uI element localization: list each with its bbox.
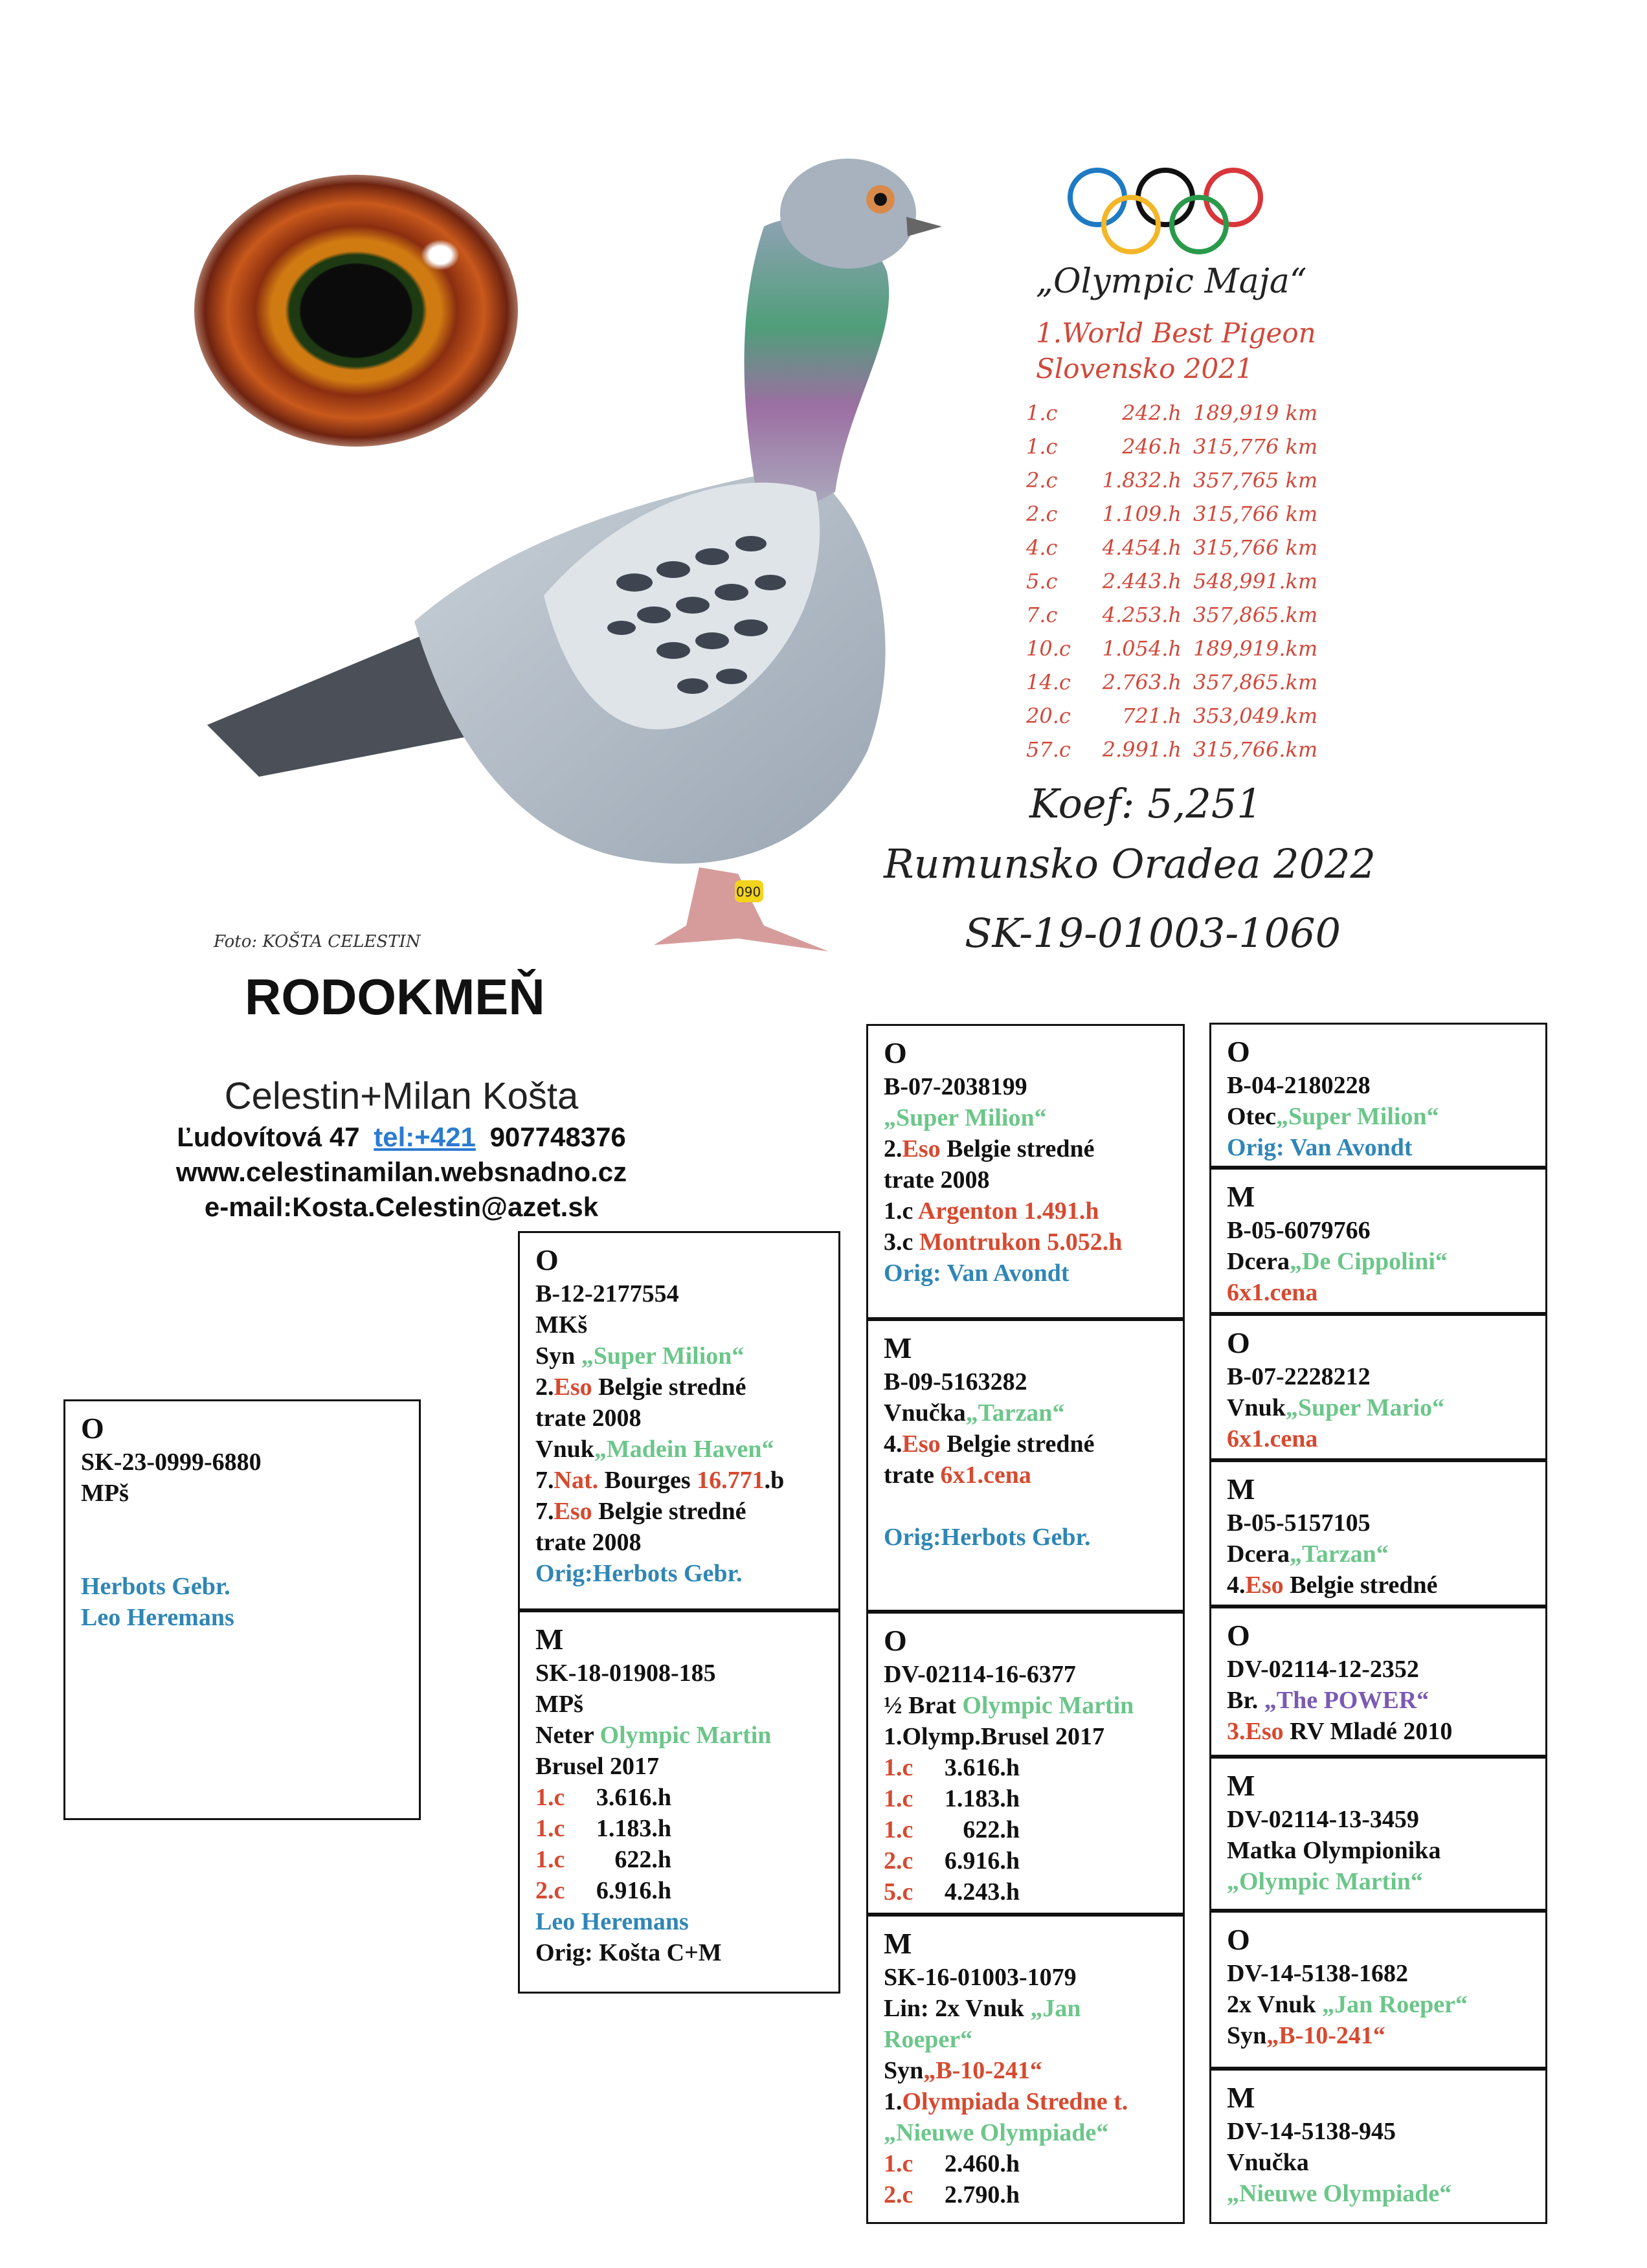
ring-number: B-07-2228212 — [1227, 1363, 1371, 1390]
result-line — [884, 1783, 1167, 1814]
info-line — [1227, 1716, 1530, 1747]
breeder-address-line — [155, 1122, 647, 1153]
sex-label: O — [1227, 1326, 1250, 1359]
highlight: Argenton 1.491.h — [917, 1197, 1099, 1225]
info-line — [535, 1465, 823, 1496]
ring-number: DV-14-5138-1682 — [1227, 1960, 1409, 1987]
result-distance: 315,766.km — [1193, 737, 1318, 762]
result-birds: 3.616.h — [596, 1784, 671, 1811]
sex-label: O — [535, 1243, 559, 1276]
pedigree-box-mmm — [1209, 2069, 1547, 2224]
info-line — [1227, 1570, 1530, 1601]
result-birds: 6.916.h — [596, 1877, 671, 1904]
result-distance: 548,991.km — [1193, 569, 1318, 594]
text: Belgie stredné — [592, 1373, 746, 1401]
pigeon-feet — [654, 867, 829, 951]
pedigree-box-fff — [1209, 1023, 1547, 1168]
result-line — [535, 1813, 823, 1844]
result-birds: 4.253.h — [1102, 603, 1182, 627]
results-list — [884, 1752, 1167, 1907]
info-line: trate 2008 — [884, 1166, 990, 1194]
note: MKš — [535, 1311, 588, 1339]
text: Syn — [884, 2057, 924, 2084]
sex-label: O — [884, 1036, 907, 1069]
ring-number: DV-02114-13-3459 — [1227, 1806, 1419, 1833]
ring-number: B-09-5163282 — [884, 1368, 1027, 1395]
result-line — [884, 1752, 1167, 1783]
ring-number: DV-02114-12-2352 — [1227, 1656, 1419, 1683]
breeder-address: Ľudovítová 47 — [177, 1122, 360, 1152]
result-birds: 242.h — [1122, 401, 1182, 425]
info-line — [1227, 1392, 1530, 1423]
pigeon-name-ref: „Madein Haven“ — [594, 1436, 774, 1463]
pigeon-name-ref: Olympic Martin — [962, 1692, 1134, 1719]
text: Vnuk — [535, 1436, 594, 1463]
text: 1. — [884, 2088, 902, 2115]
result-birds: 1.109.h — [1102, 502, 1182, 526]
breeder-web[interactable]: www.celestinamilan.websnadno.cz — [175, 1157, 627, 1187]
ring-number: B-04-2180228 — [1227, 1072, 1371, 1099]
result-line — [884, 1814, 1167, 1845]
breeder-info — [155, 1074, 647, 1223]
olympic-rings-icon — [1062, 165, 1269, 256]
text: Otec — [1227, 1103, 1276, 1130]
result-birds: 721.h — [1122, 704, 1182, 728]
pigeon-ring-number: SK-19-01003-1060 — [965, 909, 1341, 957]
sex-label: M — [1227, 1473, 1255, 1506]
page-title: RODOKMEŇ — [245, 968, 545, 1025]
result-place: 10.c — [1026, 636, 1071, 661]
origin-line: Leo Heremans — [81, 1604, 234, 1631]
info-line — [1227, 1101, 1530, 1132]
pigeon-name-ref: „De Cippolini“ — [1290, 1248, 1448, 1275]
ring-number: SK-23-0999-6880 — [81, 1449, 262, 1476]
info-line — [535, 1434, 823, 1465]
origin-line: Orig: Van Avondt — [884, 1260, 1070, 1287]
result-birds: 1.832.h — [1102, 468, 1182, 493]
result-row — [1026, 699, 1324, 733]
result-place: 1.c — [535, 1846, 565, 1873]
info-line: 1.Olymp.Brusel 2017 — [884, 1723, 1104, 1750]
result-row — [1026, 665, 1324, 699]
event-title: Rumunsko Oradea 2022 — [884, 840, 1376, 887]
result-place: 7.c — [1026, 603, 1058, 627]
pedigree-box-mff — [1209, 1606, 1547, 1757]
pigeon-beak — [906, 217, 942, 236]
pigeon-name-ref: „Olympic Martin“ — [1227, 1868, 1423, 1895]
text: Br. — [1227, 1687, 1264, 1714]
result-place: 1.c — [1026, 401, 1058, 425]
ring-number: B-05-5157105 — [1227, 1509, 1371, 1537]
sex-label: M — [1227, 1769, 1255, 1802]
pedigree-box-mf — [866, 1612, 1185, 1915]
result-birds: 1.054.h — [1102, 636, 1182, 661]
result-birds: 6.916.h — [944, 1847, 1020, 1874]
sex-label: O — [884, 1624, 907, 1657]
result-birds: 1.183.h — [944, 1785, 1020, 1812]
text: trate — [884, 1462, 941, 1489]
highlight: Eso — [902, 1135, 941, 1162]
result-birds: 622.h — [963, 1816, 1020, 1843]
info-line — [535, 1496, 823, 1527]
info-line — [1227, 1246, 1530, 1277]
sex-label: O — [81, 1412, 104, 1445]
info-line — [884, 1195, 1167, 1227]
highlight: 6x1.cena — [940, 1462, 1031, 1489]
result-place: 2.c — [1026, 468, 1058, 493]
text: 3.c — [884, 1228, 919, 1256]
result-place: 2.c — [884, 2181, 913, 2208]
highlight: 16.771 — [697, 1467, 765, 1494]
pigeon-name-ref: „Super Milion“ — [884, 1104, 1047, 1131]
result-distance: 315,766 km — [1193, 535, 1318, 560]
pedigree-box-fmf — [1209, 1314, 1547, 1460]
result-line — [535, 1875, 823, 1906]
ring-number: B-12-2177554 — [535, 1280, 679, 1307]
info-line — [1227, 2020, 1530, 2051]
pigeon-name-ref: „Jan — [1030, 1995, 1081, 2022]
result-line — [884, 2148, 1167, 2179]
pigeon-name-ref: Olympic Martin — [599, 1722, 772, 1749]
info-line — [535, 1340, 823, 1372]
result-place: 5.c — [884, 1878, 913, 1906]
result-place: 1.c — [884, 1816, 913, 1843]
info-line — [1227, 1685, 1530, 1716]
result-birds: 2.790.h — [944, 2181, 1020, 2208]
text: Vnuk — [1227, 1394, 1286, 1421]
pigeon-title-line2: Slovensko 2021 — [1036, 353, 1253, 384]
text: Dcera — [1227, 1540, 1290, 1568]
info-line: Brusel 2017 — [535, 1753, 660, 1780]
info-line: 6x1.cena — [1227, 1425, 1318, 1452]
sex-label: M — [1227, 2081, 1255, 2114]
highlight: Nat. — [554, 1467, 599, 1494]
text: Belgie stredné — [1283, 1572, 1438, 1599]
text: 2x Vnuk — [1227, 1991, 1323, 2018]
info-line — [884, 1993, 1167, 2024]
info-line: Matka Olympionika — [1227, 1837, 1441, 1864]
pigeon-name-ref: „Jan Roeper“ — [1322, 1991, 1468, 2018]
text: 1.c — [884, 1197, 918, 1225]
origin-line: Orig: Van Avondt — [1227, 1134, 1413, 1161]
text: Belgie stredné — [940, 1430, 1095, 1458]
ring-tag-text: 090 — [736, 884, 761, 900]
pedigree-box-mother — [518, 1610, 840, 1994]
text: 7. — [535, 1498, 554, 1525]
origin-line: Orig:Herbots Gebr. — [535, 1560, 743, 1587]
pigeon-head — [780, 159, 916, 269]
result-place: 1.c — [535, 1815, 565, 1842]
result-distance: 315,766 km — [1193, 502, 1318, 526]
result-row — [1026, 430, 1324, 463]
origin-line: Orig:Herbots Gebr. — [884, 1524, 1091, 1551]
result-place: 14.c — [1026, 670, 1071, 695]
koeficient: Koef: 5,251 — [1029, 780, 1262, 827]
result-place: 20.c — [1026, 704, 1071, 728]
origin-line: Leo Heremans — [535, 1908, 689, 1935]
results-table — [1026, 396, 1324, 766]
pigeon-name-ref: „Tarzan“ — [1290, 1540, 1389, 1568]
info-line: „Nieuwe Olympiade“ — [884, 2119, 1109, 2146]
result-distance: 357,865.km — [1193, 603, 1318, 627]
text: Belgie stredné — [940, 1135, 1095, 1162]
origin-line: Herbots Gebr. — [81, 1573, 230, 1600]
highlight: Olympiada Stredne t. — [902, 2088, 1128, 2115]
info-line — [884, 1397, 1167, 1429]
result-birds: 246.h — [1122, 434, 1182, 459]
ring-number: SK-16-01003-1079 — [884, 1964, 1077, 1991]
pigeon-name-ref: „The POWER“ — [1264, 1687, 1429, 1714]
result-place: 2.c — [535, 1877, 565, 1904]
text: Belgie stredné — [592, 1498, 746, 1525]
result-line — [535, 1844, 823, 1875]
result-place: 57.c — [1026, 737, 1071, 762]
highlight: Montrukon 5.052.h — [919, 1228, 1123, 1256]
result-place: 1.c — [884, 1785, 913, 1812]
result-birds: 4.243.h — [944, 1878, 1020, 1906]
note: MPš — [81, 1480, 129, 1507]
ring-number: SK-18-01908-185 — [535, 1660, 716, 1687]
info-line — [535, 1720, 823, 1751]
result-birds: 2.763.h — [1102, 670, 1182, 695]
result-line — [884, 2179, 1167, 2210]
result-birds: 4.454.h — [1102, 535, 1182, 560]
highlight: Eso — [902, 1430, 941, 1458]
result-place: 1.c — [884, 1754, 913, 1781]
result-distance: 189,919 km — [1193, 401, 1318, 425]
result-row — [1026, 396, 1324, 430]
pedigree-box-fmm — [1209, 1460, 1547, 1606]
result-distance: 189,919.km — [1193, 636, 1318, 661]
text: Lin: 2x Vnuk — [884, 1995, 1031, 2022]
ring-number: DV-14-5138-945 — [1227, 2118, 1396, 2145]
text: Syn — [1227, 2022, 1267, 2049]
info-line — [884, 1227, 1167, 1258]
info-line — [884, 1690, 1167, 1721]
result-place: 5.c — [1026, 569, 1058, 594]
text: 4. — [884, 1430, 902, 1458]
info-line: 6x1.cena — [1227, 1279, 1318, 1306]
result-birds: 2.991.h — [1102, 737, 1182, 762]
photo-credit: Foto: KOŠTA CELESTIN — [214, 932, 421, 951]
text: 7. — [535, 1467, 554, 1494]
result-row — [1026, 632, 1324, 665]
result-row — [1026, 564, 1324, 598]
result-distance: 357,865.km — [1193, 670, 1318, 695]
result-line — [884, 1845, 1167, 1876]
result-distance: 315,776 km — [1193, 434, 1318, 459]
breeder-email[interactable]: e-mail:Kosta.Celestin@azet.sk — [204, 1192, 599, 1222]
info-line — [884, 2086, 1167, 2117]
result-birds: 3.616.h — [944, 1754, 1020, 1781]
pigeon-name-ref: „Super Milion“ — [581, 1342, 745, 1370]
origin-line: Orig: Košta C+M — [535, 1939, 722, 1966]
pigeon-name-ref: „Tarzan“ — [965, 1399, 1065, 1427]
text: 4. — [1227, 1572, 1246, 1599]
highlight: „B-10-241“ — [1266, 2022, 1385, 2049]
text: Neter — [535, 1722, 600, 1749]
text: 2. — [535, 1373, 554, 1401]
pedigree-box-ffm — [1209, 1168, 1547, 1314]
info-line — [884, 2055, 1167, 2086]
sex-label: M — [884, 1927, 912, 1960]
result-distance: 357,765 km — [1193, 468, 1318, 493]
text: .b — [764, 1467, 785, 1494]
info-line — [1227, 1989, 1530, 2020]
info-line — [535, 1372, 823, 1403]
result-distance: 353,049.km — [1193, 704, 1318, 728]
ring-number: B-07-2038199 — [884, 1073, 1027, 1100]
highlight: Eso — [1245, 1572, 1284, 1599]
results-list — [535, 1782, 823, 1906]
ring-number: DV-02114-16-6377 — [884, 1661, 1076, 1688]
info-line: Roeper“ — [884, 2026, 973, 2053]
text: 2. — [884, 1135, 902, 1162]
pigeon-title-line1: 1.World Best Pigeon — [1036, 317, 1316, 349]
sex-label: O — [1227, 1619, 1250, 1652]
sex-label: O — [1227, 1035, 1250, 1068]
highlight: Eso — [554, 1373, 592, 1401]
pedigree-box-mm — [866, 1915, 1185, 2224]
result-line — [884, 1876, 1167, 1907]
result-place: 1.c — [884, 2150, 913, 2177]
result-birds: 2.443.h — [1102, 569, 1182, 594]
highlight: Eso — [554, 1498, 592, 1525]
result-line — [535, 1782, 823, 1813]
pedigree-box-mfm — [1209, 1757, 1547, 1911]
pigeon-name-ref: „Super Mario“ — [1285, 1394, 1445, 1421]
info-line: Vnučka — [1227, 2149, 1309, 2176]
result-place: 4.c — [1026, 535, 1058, 560]
note: MPš — [535, 1691, 583, 1718]
highlight: Eso — [1245, 1718, 1284, 1745]
sex-label: O — [1227, 1923, 1250, 1956]
text: Dcera — [1227, 1248, 1290, 1275]
result-place: 1.c — [535, 1784, 565, 1811]
info-line: trate 2008 — [535, 1405, 642, 1432]
pigeon-name-ref: „Nieuwe Olympiade“ — [1227, 2180, 1452, 2207]
text: Bourges — [598, 1467, 697, 1494]
results-list — [884, 2148, 1167, 2210]
pedigree-box-father — [518, 1231, 840, 1610]
result-birds: 2.460.h — [944, 2150, 1020, 2177]
pedigree-box-mmf — [1209, 1911, 1547, 2069]
info-line: trate 2008 — [535, 1529, 642, 1556]
result-row — [1026, 497, 1324, 531]
result-birds: 1.183.h — [596, 1815, 671, 1842]
result-row — [1026, 463, 1324, 497]
sex-label: M — [884, 1331, 912, 1364]
text: Syn — [535, 1342, 581, 1370]
result-place: 1.c — [1026, 434, 1058, 459]
sex-label: M — [535, 1623, 564, 1656]
result-row — [1026, 733, 1324, 766]
highlight: „B-10-241“ — [923, 2057, 1042, 2084]
text: ½ Brat — [884, 1692, 963, 1719]
info-line — [884, 1133, 1167, 1164]
pedigree-box-fm — [866, 1319, 1185, 1612]
info-line — [1227, 1539, 1530, 1570]
breeder-tel-link[interactable]: tel:+421 — [374, 1122, 476, 1152]
result-place: 2.c — [1026, 502, 1058, 526]
highlight: 3. — [1227, 1718, 1246, 1745]
sex-label: M — [1227, 1180, 1255, 1213]
pedigree-box-main — [63, 1399, 421, 1820]
pedigree-box-ff — [866, 1024, 1185, 1319]
ring-number: B-05-6079766 — [1227, 1217, 1371, 1244]
text: RV Mladé 2010 — [1283, 1718, 1453, 1745]
result-birds: 622.h — [614, 1846, 671, 1873]
pigeon-name: „Olympic Maja“ — [1036, 262, 1307, 301]
text: Vnučka — [884, 1399, 966, 1427]
info-line — [884, 1460, 1167, 1491]
result-place: 2.c — [884, 1847, 913, 1874]
breeder-name: Celestin+Milan Košta — [224, 1075, 579, 1117]
result-row — [1026, 531, 1324, 564]
result-row — [1026, 598, 1324, 632]
pigeon-pupil — [874, 193, 887, 206]
info-line — [884, 1429, 1167, 1460]
pigeon-name-ref: „Super Milion“ — [1275, 1103, 1439, 1130]
breeder-tel-number: 907748376 — [489, 1122, 626, 1152]
